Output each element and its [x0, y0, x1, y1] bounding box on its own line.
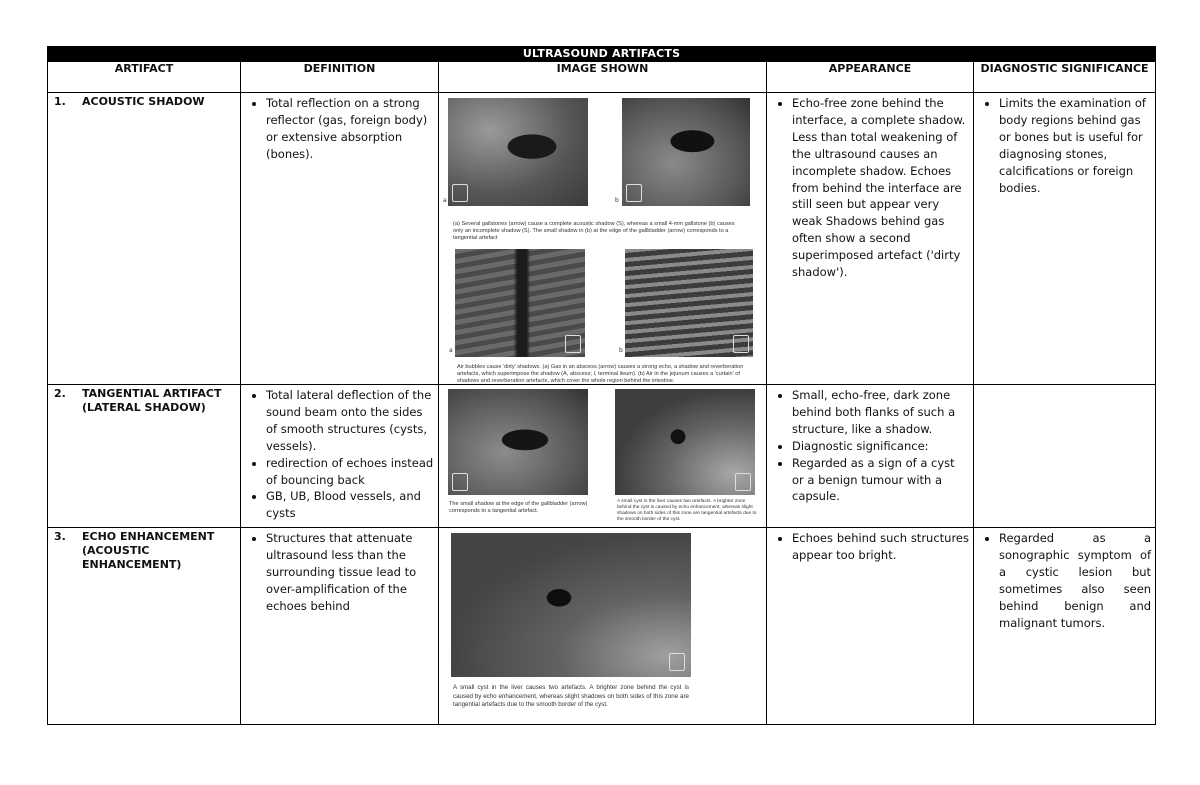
- significance-cell: [974, 385, 1156, 528]
- probe-logo-icon: [452, 473, 468, 491]
- appearance-cell: [767, 528, 974, 725]
- figure-label: b: [615, 197, 619, 204]
- ultrasound-image: [451, 533, 691, 677]
- table-row: [48, 528, 1156, 725]
- appearance-item: • Regarded as a sign of a cyst or a benign tumour with a capsule.: [792, 455, 969, 506]
- probe-logo-icon: [735, 473, 751, 491]
- probe-logo-icon: [626, 184, 642, 202]
- ultrasound-image: [622, 98, 750, 206]
- probe-logo-icon: [733, 335, 749, 353]
- image-caption: A small cyst in the liver causes two artefacts. A brighter zone behind the cyst is caused by echo enhancement, whereas slight shadows on both sides of this zone are tangential artefacts due to the smooth border of the cyst.: [453, 684, 689, 708]
- table-title: ULTRASOUND ARTIFACTS: [48, 47, 1156, 62]
- image-cell: [439, 528, 767, 725]
- appearance-cell: [767, 385, 974, 528]
- probe-logo-icon: [669, 653, 685, 671]
- artifact-name: ECHO ENHANCEMENT (ACOUSTIC ENHANCEMENT): [82, 530, 215, 571]
- image-cell: [439, 385, 767, 528]
- definition-cell: [241, 528, 439, 725]
- row-number: 3.: [54, 530, 66, 543]
- artifact-name: ACOUSTIC SHADOW: [82, 95, 205, 108]
- appearance-item: • Diagnostic significance:: [792, 438, 969, 455]
- artifact-name: TANGENTIAL ARTIFACT (LATERAL SHADOW): [82, 387, 222, 414]
- artifact-cell: [48, 93, 241, 385]
- appearance-item: • Small, echo-free, dark zone behind both flanks of such a structure, like a shadow.: [792, 387, 969, 438]
- definition-item: • Structures that attenuate ultrasound less than the surrounding tissue lead to over-amplification of the echoes behind: [266, 530, 434, 615]
- figure-label: b: [619, 347, 623, 354]
- definition-item: • Total reflection on a strong reflector (gas, foreign body) or extensive absorption (bones).: [266, 95, 434, 163]
- header-artifact: ARTIFACT: [48, 62, 241, 93]
- table-row: [48, 385, 1156, 528]
- figure-label: a: [449, 347, 453, 354]
- figure-label: a: [443, 197, 447, 204]
- ultrasound-image: [615, 389, 755, 495]
- table-row: [48, 93, 1156, 385]
- appearance-cell: [767, 93, 974, 385]
- probe-logo-icon: [452, 184, 468, 202]
- row-number: 1.: [54, 95, 66, 108]
- image-caption: Air bubbles cause 'dirty' shadows. (a) Gas in an abscess (arrow) causes a strong echo, a shadow and reverberation artefacts, which superimpose the shadow (A, abscess; I, terminal ileum). (b) Air in the jejunum causes a 'curtain' of shadows and reverberation artefacts, which cover the whole region behind the intestine.: [457, 364, 744, 384]
- definition-item: • GB, UB, Blood vessels, and cysts: [266, 488, 434, 522]
- ultrasound-image: [448, 98, 588, 206]
- probe-logo-icon: [565, 335, 581, 353]
- row-number: 2.: [54, 387, 66, 400]
- significance-cell: [974, 528, 1156, 725]
- definition-cell: [241, 385, 439, 528]
- ultrasound-image: [448, 389, 588, 495]
- appearance-item: • Echoes behind such structures appear too bright.: [792, 530, 969, 564]
- image-cell: [439, 93, 767, 385]
- artifacts-table: [47, 46, 1156, 725]
- ultrasound-image: [625, 249, 753, 357]
- significance-cell: [974, 93, 1156, 385]
- image-caption: The small shadow at the edge of the gallbladder (arrow) corresponds to a tangential artefact.: [449, 501, 588, 514]
- definition-cell: [241, 93, 439, 385]
- header-appearance: APPEARANCE: [767, 62, 974, 93]
- significance-item: • Regarded as a sonographic symptom of a cystic lesion but sometimes also seen behind benign and malignant tumors.: [999, 530, 1151, 631]
- header-image-shown: IMAGE SHOWN: [439, 62, 767, 93]
- significance-item: • Limits the examination of body regions behind gas or bones but is useful for diagnosing stones, calcifications or foreign bodies.: [999, 95, 1151, 196]
- artifact-cell: [48, 528, 241, 725]
- definition-item: • redirection of echoes instead of bouncing back: [266, 455, 434, 489]
- ultrasound-image: [455, 249, 585, 357]
- image-caption: (a) Several gallstones (arrow) cause a complete acoustic shadow (S), whereas a small 4-mm gallstone (b) causes only an incomplete shadow (S). The small shadow in (b) at the edge of the gallbladder (arrow) corresponds to a tangential artefact: [453, 221, 735, 241]
- appearance-item: • Echo-free zone behind the interface, a complete shadow. Less than total weakening of the ultrasound causes an incomplete shadow. Echoes from behind the interface are still seen but appear very weak Shadows behind gas often show a second superimposed artefact ('dirty shadow').: [792, 95, 969, 281]
- header-diagnostic-significance: DIAGNOSTIC SIGNIFICANCE: [974, 62, 1156, 93]
- definition-item: • Total lateral deflection of the sound beam onto the sides of smooth structures (cysts, vessels).: [266, 387, 434, 455]
- image-caption: A small cyst in the liver causes two artefacts. A brighter zone behind the cyst is caused by echo enhancement, whereas slight shadows on both sides of this zone are tangential artefacts due to the smooth border of the cyst.: [617, 499, 757, 522]
- header-definition: DEFINITION: [241, 62, 439, 93]
- artifact-cell: [48, 385, 241, 528]
